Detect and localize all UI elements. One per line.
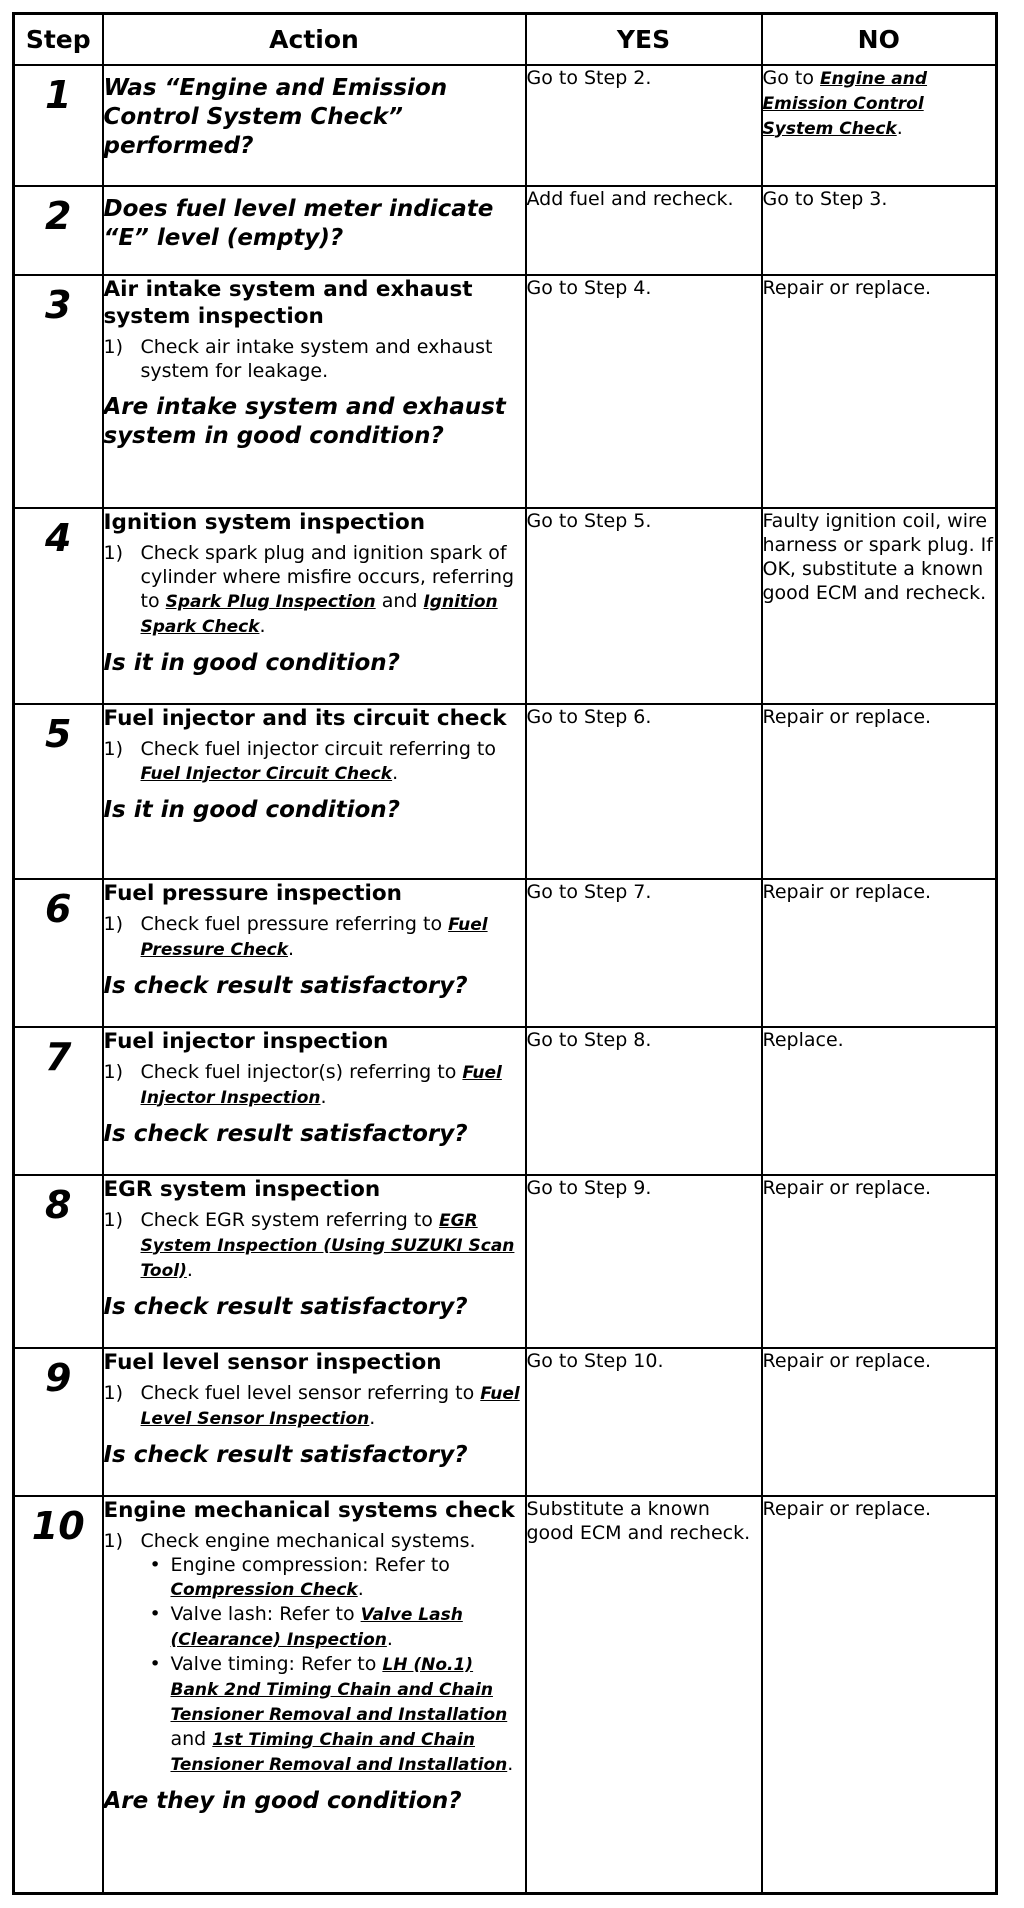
step-question: Are intake system and exhaust system in good condition? [103, 393, 506, 449]
yes-result: Substitute a known good ECM and recheck. [526, 1496, 762, 1894]
step-row-6 [14, 879, 997, 1027]
step-instruction: 1) Check fuel level sensor referring to Fuel Level Sensor Inspection. [103, 1381, 520, 1429]
header-step: Step [14, 14, 103, 65]
yes-result: Go to Step 4. [526, 275, 762, 508]
step-instruction: 1) Check air intake system and exhaust system for leakage. [103, 335, 493, 382]
no-result: Faulty ignition coil, wire harness or spark plug. If OK, substitute a known good ECM and recheck. [762, 508, 997, 704]
step-number: 8 [45, 1182, 72, 1227]
first-timing-chain-link[interactable]: 1st Timing Chain and Chain Tensioner Removal and Installation [170, 1729, 508, 1775]
step-row-1 [14, 65, 997, 186]
step-row-4 [14, 508, 997, 704]
no-result: Replace. [762, 1027, 997, 1175]
header-yes: YES [526, 14, 762, 65]
step-instruction: 1) Check spark plug and ignition spark of cylinder where misfire occurs, referring to Spark Plug Inspection and Ignition Spark Check. [103, 541, 515, 637]
header-row [14, 14, 997, 65]
header-action: Action [103, 14, 526, 65]
yes-result: Go to Step 8. [526, 1027, 762, 1175]
step-instruction: 1) Check EGR system referring to EGR System Inspection (Using SUZUKI Scan Tool). [103, 1208, 515, 1281]
step-question: Is check result satisfactory? [103, 1441, 468, 1468]
step-number: 6 [45, 886, 72, 931]
step-number: 3 [45, 282, 72, 327]
no-result: Repair or replace. [762, 879, 997, 1027]
step-row-5 [14, 704, 997, 879]
no-result: Repair or replace. [762, 1348, 997, 1496]
step-title: Fuel injector and its circuit check [103, 705, 507, 731]
list-item: • Valve timing: Refer to LH (No.1) Bank 2nd Timing Chain and Chain Tensioner Removal and Installation and 1st Timing Chain and Chain Tensioner Removal and Installation. [149, 1652, 514, 1775]
step-number: 1 [45, 72, 72, 117]
fuel-level-sensor-inspection-link[interactable]: Fuel Level Sensor Inspection [140, 1383, 520, 1429]
yes-result: Go to Step 6. [526, 704, 762, 879]
no-result: Repair or replace. [762, 1496, 997, 1894]
step-title: Fuel pressure inspection [103, 880, 402, 906]
no-result: Repair or replace. [762, 704, 997, 879]
ignition-spark-check-link[interactable]: Ignition Spark Check [140, 591, 498, 637]
step-question: Is check result satisfactory? [103, 1293, 468, 1320]
step-title: Ignition system inspection [103, 509, 426, 535]
step-question: Is check result satisfactory? [103, 1120, 468, 1147]
step-question: Is it in good condition? [103, 796, 400, 823]
yes-result: Go to Step 5. [526, 508, 762, 704]
fuel-injector-inspection-link[interactable]: Fuel Injector Inspection [140, 1062, 502, 1108]
step-title: Fuel level sensor inspection [103, 1349, 442, 1375]
step-row-8 [14, 1175, 997, 1348]
yes-result: Go to Step 9. [526, 1175, 762, 1348]
step-question: Is it in good condition? [103, 649, 400, 676]
emission-check-link[interactable]: Engine and Emission Control System Check [762, 68, 928, 139]
yes-result: Go to Step 7. [526, 879, 762, 1027]
header-no: NO [762, 14, 997, 65]
no-result: Go to Step 3. [762, 186, 997, 275]
step-number: 7 [45, 1034, 72, 1079]
step-number: 10 [31, 1503, 85, 1548]
step-row-9 [14, 1348, 997, 1496]
valve-lash-inspection-link[interactable]: Valve Lash (Clearance) Inspection [170, 1604, 463, 1650]
egr-system-inspection-link[interactable]: EGR System Inspection (Using SUZUKI Scan Tool) [140, 1210, 515, 1281]
step-instruction: 1) Check engine mechanical systems. [103, 1529, 476, 1552]
step-question: Does fuel level meter indicate “E” level (empty)? [103, 195, 494, 251]
no-result: Repair or replace. [762, 1175, 997, 1348]
compression-check-link[interactable]: Compression Check [170, 1579, 358, 1600]
step-instruction: 1) Check fuel injector(s) referring to Fuel Injector Inspection. [103, 1060, 502, 1108]
fuel-injector-circuit-check-link[interactable]: Fuel Injector Circuit Check [140, 763, 393, 784]
step-title: Engine mechanical systems check [103, 1497, 515, 1523]
step-number: 5 [45, 711, 72, 756]
step-title: Air intake system and exhaust system inspection [103, 276, 473, 329]
lh-bank-timing-chain-link[interactable]: LH (No.1) Bank 2nd Timing Chain and Chain Tensioner Removal and Installation [170, 1654, 508, 1725]
yes-result: Go to Step 2. [526, 65, 762, 186]
no-result: Go to Engine and Emission Control System Check. [762, 65, 997, 186]
step-row-3 [14, 275, 997, 508]
list-item: • Engine compression: Refer to Compression Check. [149, 1553, 450, 1600]
diagnostic-flow-table [12, 12, 998, 1895]
step-title: EGR system inspection [103, 1176, 381, 1202]
step-question: Are they in good condition? [103, 1787, 462, 1814]
step-number: 2 [45, 193, 72, 238]
check-bullet-list [104, 1553, 525, 1777]
step-row-7 [14, 1027, 997, 1175]
list-item: • Valve lash: Refer to Valve Lash (Clearance) Inspection. [149, 1602, 463, 1650]
no-result: Repair or replace. [762, 275, 997, 508]
yes-result: Add fuel and recheck. [526, 186, 762, 275]
step-title: Fuel injector inspection [103, 1028, 389, 1054]
step-row-10 [14, 1496, 997, 1894]
fuel-pressure-check-link[interactable]: Fuel Pressure Check [140, 914, 488, 960]
step-row-2 [14, 186, 997, 275]
step-question: Is check result satisfactory? [103, 972, 468, 999]
step-question: Was “Engine and Emission Control System Check” performed? [103, 74, 448, 159]
step-instruction: 1) Check fuel pressure referring to Fuel Pressure Check. [103, 912, 488, 960]
yes-result: Go to Step 10. [526, 1348, 762, 1496]
spark-plug-inspection-link[interactable]: Spark Plug Inspection [165, 591, 376, 612]
step-number: 9 [45, 1355, 72, 1400]
step-number: 4 [45, 515, 72, 560]
step-instruction: 1) Check fuel injector circuit referring to Fuel Injector Circuit Check. [103, 737, 497, 784]
